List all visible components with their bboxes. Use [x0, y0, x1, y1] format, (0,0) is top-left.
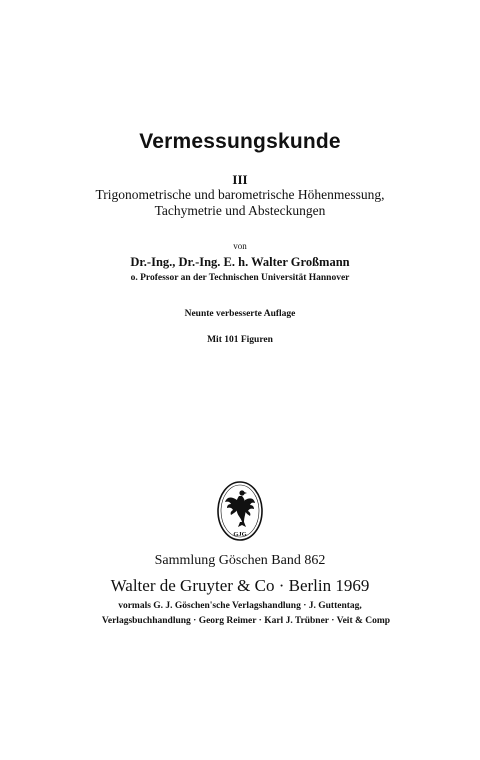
edition-label: Neunte verbesserte Auflage [184, 309, 296, 319]
series-label: Sammlung Göschen Band 862 [154, 553, 326, 568]
publisher-eagle-logo-icon [215, 480, 265, 544]
imprint-line-1: vormals G. J. Göschen'sche Verlagshandlung · J. Guttentag, [118, 601, 362, 611]
author-affiliation: o. Professor an der Technischen Universität Hannover [130, 273, 350, 283]
volume-number: III [232, 172, 248, 187]
book-title: Vermessungskunde [139, 130, 341, 153]
imprint-line-2: Verlagsbuchhandlung · Georg Reimer · Karl J. Trübner · Veit & Comp [101, 616, 391, 626]
by-label: von [233, 241, 247, 251]
author-name: Dr.-Ing., Dr.-Ing. E. h. Walter Großmann [130, 255, 350, 269]
subtitle-line-1: Trigonometrische und barometrische Höhenmessung, [95, 187, 385, 202]
logo-monogram: GJG [233, 531, 247, 538]
figures-count: Mit 101 Figuren [207, 335, 273, 345]
publisher-line: Walter de Gruyter & Co · Berlin 1969 [110, 576, 370, 595]
subtitle-line-2: Tachymetrie und Absteckungen [154, 203, 326, 218]
